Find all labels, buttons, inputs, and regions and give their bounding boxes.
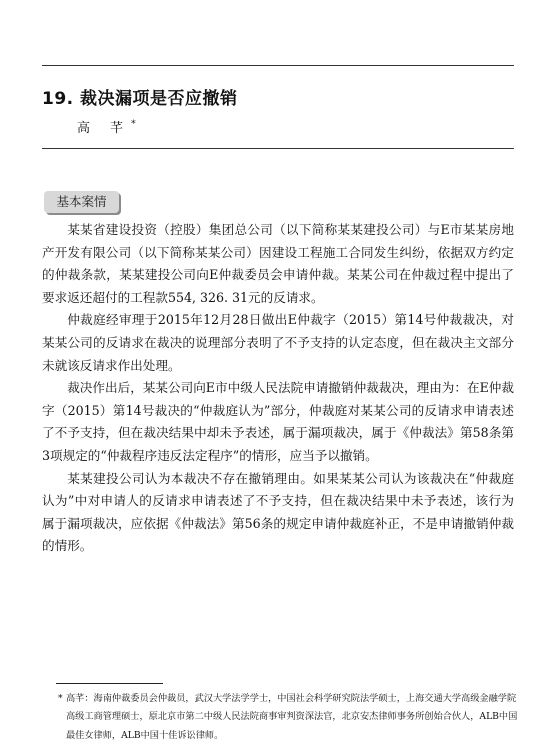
author-name: 高 芊 <box>77 121 132 136</box>
footnote-text: 高芊：海南仲裁委员会仲裁员，武汉大学法学学士，中国社会科学研究院法学硕士，上海交通大学高级金融学院高级工商管理硕士，原北京市第二中级人民法院商事审判资深法官，北京安杰律师事务所创始合伙人，ALB中国最佳女律师，ALB中国十佳诉讼律师。 <box>66 693 518 741</box>
author-line <box>77 117 136 136</box>
header-rule-top <box>42 65 514 66</box>
footnote-mark: * <box>58 693 63 704</box>
author-footnote-mark: * <box>131 119 136 130</box>
header-rule-bottom <box>42 148 514 149</box>
paragraph: 某某建投公司认为本裁决不存在撤销理由。如果某某公司认为该裁决在“仲裁庭认为”中对申请人的反请求申请表述了不予支持，但在裁决结果中未予表述，该行为属于漏项裁决，应依据《仲裁法》第56条的规定申请仲裁庭补正，不是申请撤销仲裁的情形。 <box>42 470 514 554</box>
paragraph: 仲裁庭经审理于2015年12月28日做出E仲裁字（2015）第14号仲裁裁决，对某某公司的反请求在裁决的说理部分表明了不予支持的认定态度，但在裁决主文部分未就该反请求作出处理。 <box>42 312 514 373</box>
paragraph: 裁决作出后，某某公司向E市中级人民法院申请撤销仲裁裁决，理由为：在E仲裁字（2015）第14号裁决的“仲裁庭认为”部分，仲裁庭对某某公司的反请求申请表述了不予支持，但在裁决结果中却未予表述，属于漏项裁决，属于《仲裁法》第58条第3项规定的“仲裁程序违反法定程序”的情形，应当予以撤销。 <box>42 380 514 463</box>
chapter-title: 19. 裁决漏项是否应撤销 <box>42 89 238 109</box>
body-text <box>42 219 514 558</box>
section-label: 基本案情 <box>44 191 119 213</box>
footnote-rule <box>56 683 163 684</box>
footnote <box>58 690 518 745</box>
paragraph: 某某省建设投资（控股）集团总公司（以下简称某某建投公司）与E市某某房地产开发有限公司（以下简称某某公司）因建设工程施工合同发生纠纷，依据双方约定的仲裁条款，某某建投公司向E仲裁委员会申请仲裁。某某公司在仲裁过程中提出了要求返还超付的工程款554, 326. 31元的反请求。 <box>42 222 514 305</box>
